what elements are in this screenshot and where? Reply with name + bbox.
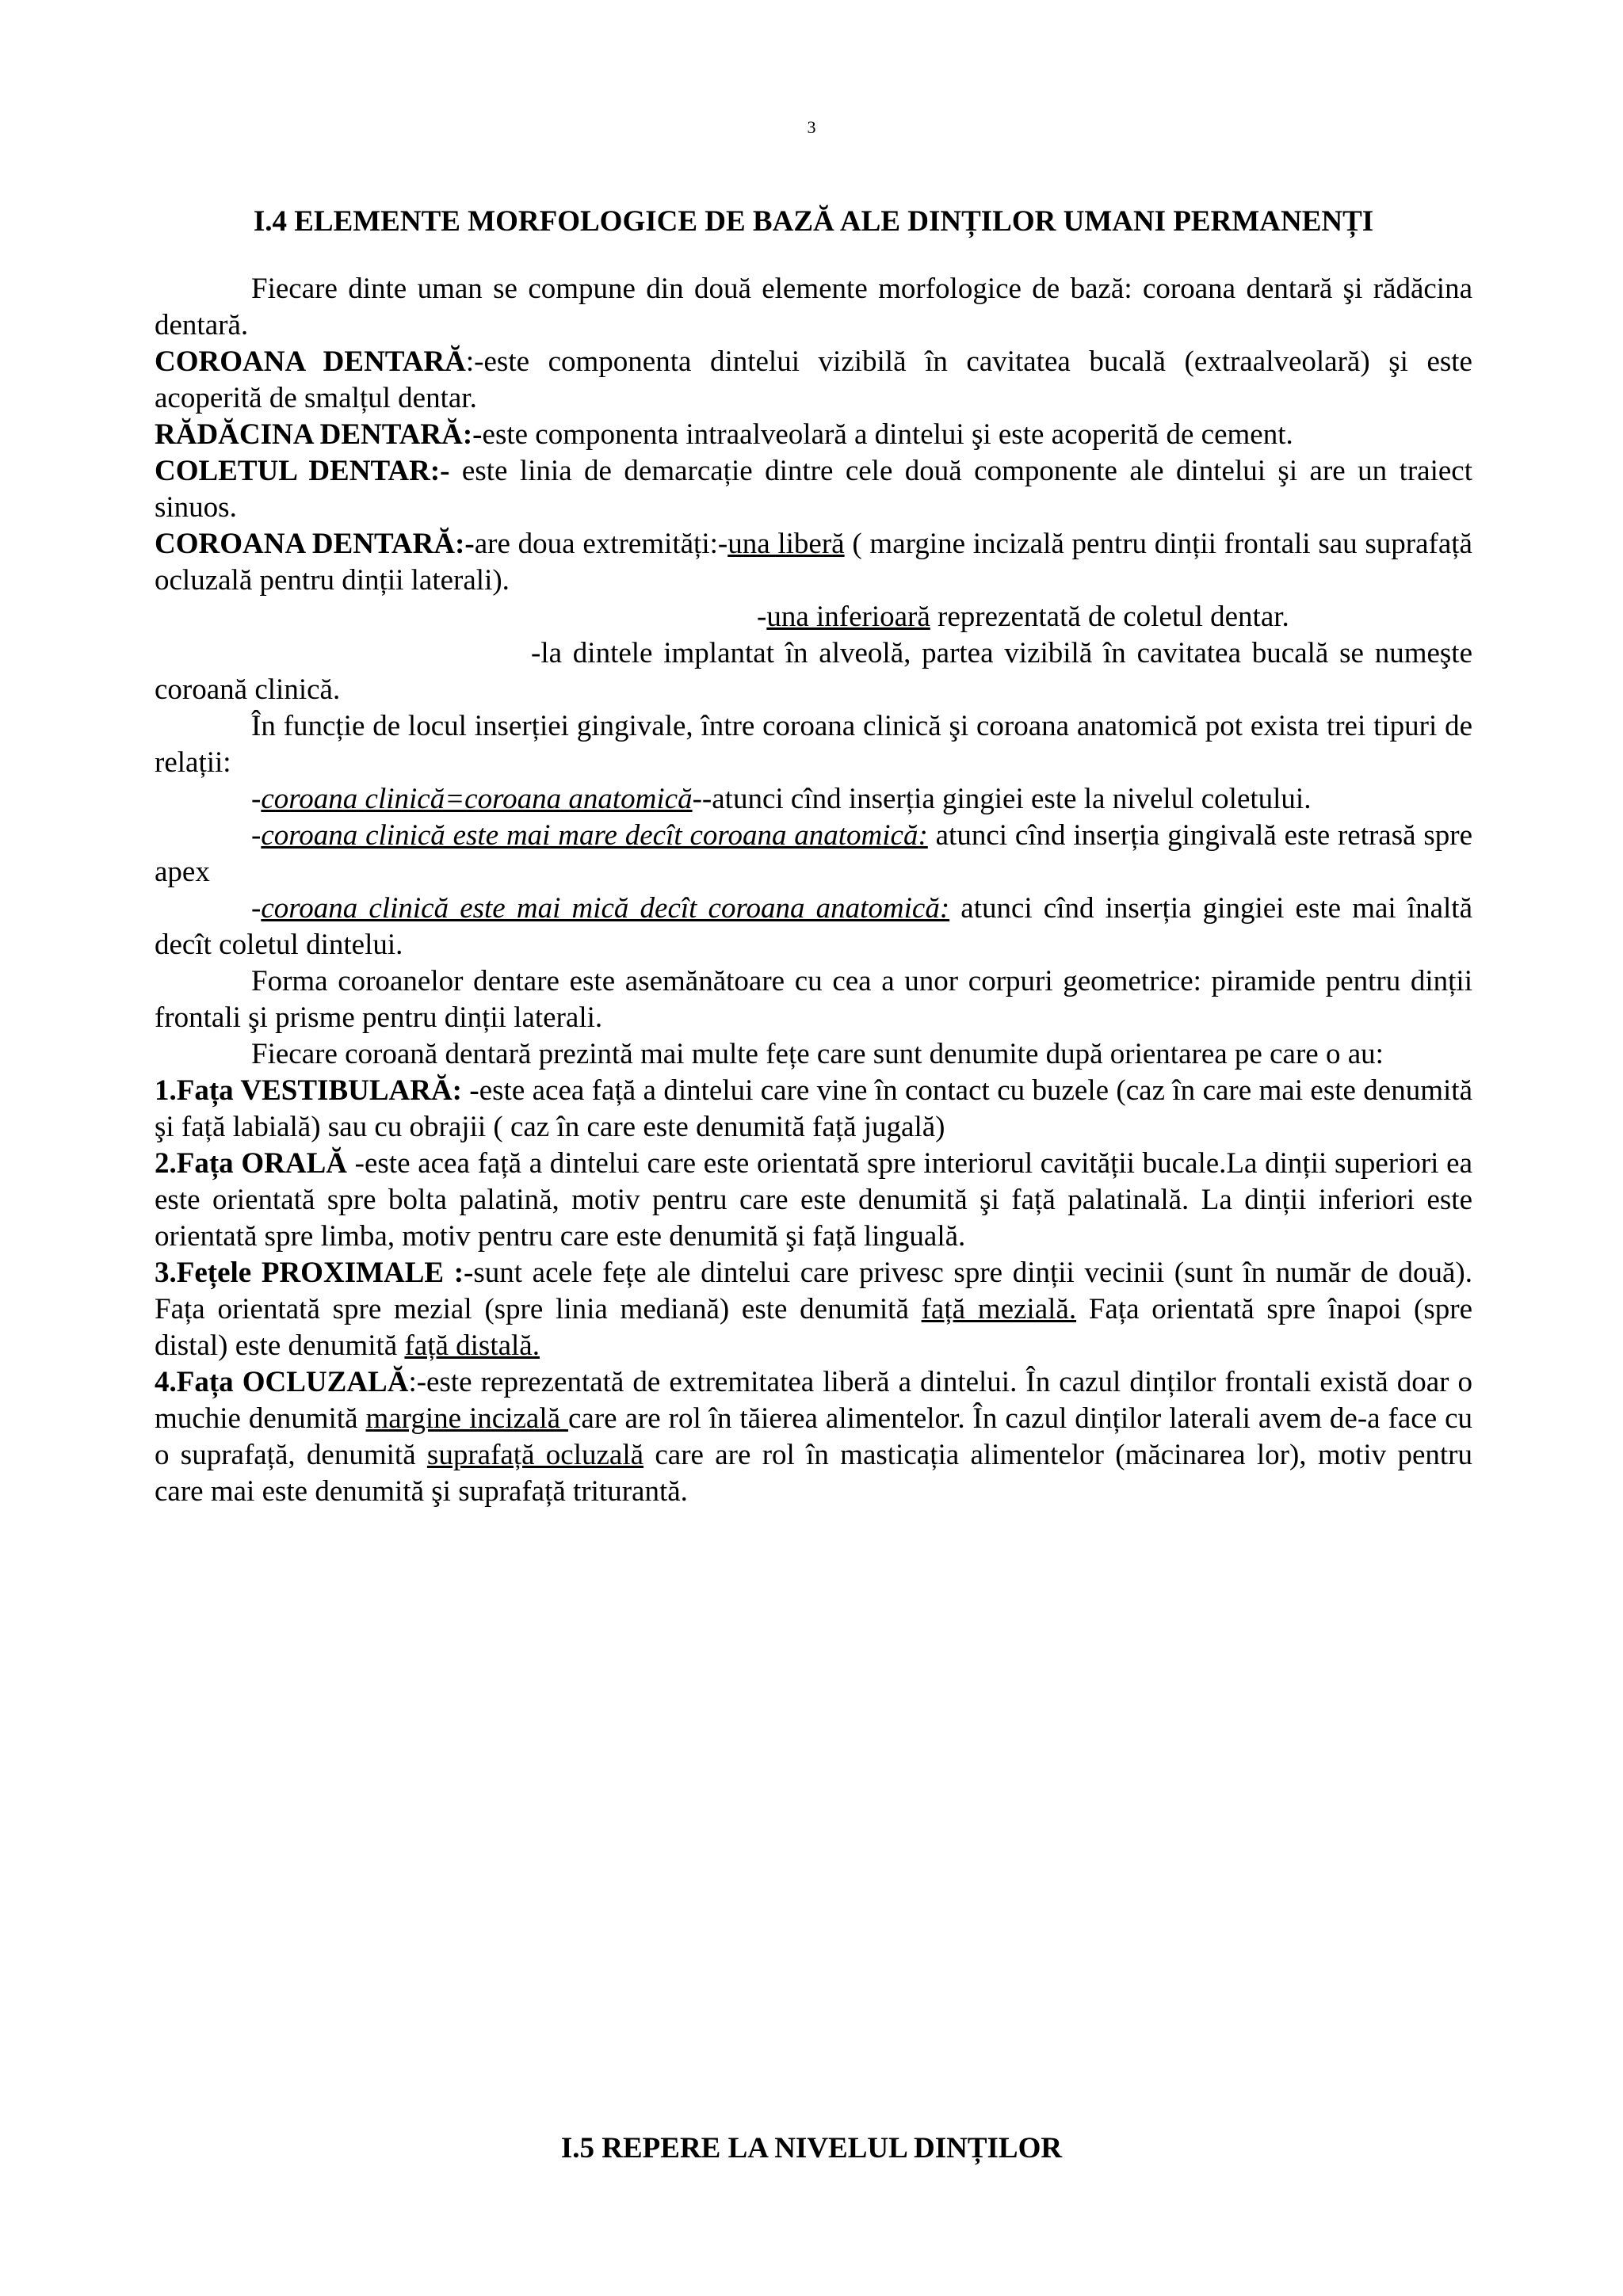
paragraph-fete: Fiecare coroană dentară prezintă mai multe fețe care sunt denumite după orientarea pe care o au: bbox=[251, 1038, 1384, 1070]
paragraph-coroana bbox=[155, 344, 1472, 417]
text-segment: Fața orientată spre înapoi (spre distal) este denumită bbox=[155, 1293, 1472, 1362]
definition-text: este linia de demarcație dintre cele două componente ale dintelui şi are un traiect sinuos. bbox=[155, 455, 1472, 524]
term-ocluzala: 4.Fața OCLUZALĂ bbox=[155, 1366, 409, 1398]
definition-text: :-este componenta dintelui vizibilă în cavitatea bucală (extraalveolară) şi este acoperită de smalțul dentar. bbox=[155, 345, 1472, 414]
underlined-term: față distală. bbox=[404, 1329, 540, 1362]
underlined-term: una inferioară bbox=[766, 601, 930, 633]
paragraph-intro: Fiecare dinte uman se compune din două elemente morfologice de bază: coroana dentară şi rădăcina dentară. bbox=[155, 273, 1472, 341]
underlined-term: margine incizală bbox=[365, 1402, 568, 1435]
term-orala: 2.Fața ORALĂ bbox=[155, 1147, 347, 1180]
relation-term: coroana clinică=coroana anatomică bbox=[261, 783, 693, 815]
definition-text: este componenta intraalveolară a dintelui şi este acoperită de cement. bbox=[482, 418, 1293, 451]
definition-text: -este acea față a dintelui care este orientată spre interiorul cavității bucale.La dinții superiori ea este orientată spre bolta palatină, motiv pentru care este denumită şi față palatinală. La dinții inferiori este orientată spre limba, motiv pentru care este denumită şi față linguală. bbox=[155, 1147, 1472, 1253]
text-segment: reprezentată de coletul dentar. bbox=[930, 601, 1289, 633]
text-segment: :-este reprezentată de extremitatea liberă a dintelui. În cazul dinților frontali există doar o muchie denumită bbox=[155, 1366, 1472, 1435]
text-segment: ( margine incizală pentru dinții frontali sau suprafață ocluzală pentru dinții laterali). bbox=[155, 528, 1472, 597]
text-segment: atunci cînd inserția gingivală este retrasă spre apex bbox=[155, 819, 1473, 888]
dash: - bbox=[251, 819, 262, 852]
text-segment: care are rol în masticația alimentelor (măcinarea lor), motiv pentru care mai este denumită şi suprafață triturantă. bbox=[155, 1439, 1472, 1508]
paragraph-fata-orala bbox=[155, 1146, 1472, 1255]
text-segment: - bbox=[757, 601, 767, 633]
underlined-term: față mezială. bbox=[921, 1293, 1077, 1325]
dash: - bbox=[251, 783, 262, 815]
relation-2 bbox=[155, 818, 1472, 891]
paragraph-forma: Forma coroanelor dentare este asemănătoare cu cea a unor corpuri geometrice: piramide pentru dinții frontali şi prisme pentru dinții laterali. bbox=[155, 965, 1472, 1034]
term-vestibulara: 1.Fața VESTIBULARĂ: - bbox=[155, 1074, 479, 1107]
text-segment: are doua extremități:- bbox=[474, 528, 728, 560]
term-coletul: COLETUL DENTAR:- bbox=[155, 455, 450, 487]
text-segment: sunt acele fețe ale dintelui care privesc spre dinții vecinii (sunt în număr de două). Fața orientată spre mezial (spre linia mediană) este denumită bbox=[155, 1257, 1472, 1325]
term-proximale: 3.Fețele PROXIMALE :- bbox=[155, 1257, 474, 1289]
section-title-2: I.5 REPERE LA NIVELUL DINȚILOR bbox=[560, 2132, 1063, 2164]
text-segment: atunci cînd inserția gingiei este mai înaltă decît coletul dintelui. bbox=[155, 892, 1472, 961]
text-segment: --atunci cînd inserția gingiei este la nivelul coletului. bbox=[692, 783, 1312, 815]
relation-3 bbox=[155, 891, 1472, 963]
relation-term: coroana clinică este mai mare decît coroana anatomică: bbox=[261, 819, 928, 852]
term-coroana-2: COROANA DENTARĂ:- bbox=[155, 528, 475, 560]
paragraph-inferioara bbox=[155, 599, 1472, 635]
paragraph-fete-proximale bbox=[155, 1255, 1472, 1364]
paragraph-extremitati bbox=[155, 526, 1472, 599]
page-number: 3 bbox=[807, 117, 816, 137]
underlined-term: suprafață ocluzală bbox=[426, 1439, 644, 1471]
underlined-term: una liberă bbox=[727, 528, 845, 560]
paragraph-relatii: În funcție de locul inserției gingivale, între coroana clinică şi coroana anatomică pot exista trei tipuri de relații: bbox=[155, 710, 1472, 779]
paragraph-radacina bbox=[155, 417, 1472, 453]
document-body bbox=[155, 271, 1472, 1510]
text-segment: care are rol în tăierea alimentelor. În cazul dinților laterali avem de-a face cu o suprafață, denumită bbox=[155, 1402, 1472, 1471]
paragraph-coletul bbox=[155, 453, 1472, 526]
definition-text: este acea față a dintelui care vine în contact cu buzele (caz în care mai este denumită şi față labială) sau cu obrajii ( caz în care este denumită față jugală) bbox=[155, 1074, 1472, 1143]
paragraph-fata-ocluzala bbox=[155, 1364, 1472, 1510]
term-radacina: RĂDĂCINA DENTARĂ:- bbox=[155, 418, 483, 451]
relation-term: coroana clinică este mai mică decît coroana anatomică: bbox=[261, 892, 950, 925]
term-coroana: COROANA DENTARĂ bbox=[155, 345, 466, 378]
section-title: I.4 ELEMENTE MORFOLOGICE DE BAZĂ ALE DINȚILOR UMANI PERMANENȚI bbox=[253, 205, 1374, 238]
paragraph-coroana-clinica: -la dintele implantat în alveolă, partea vizibilă în cavitatea bucală se numeşte coroană clinică. bbox=[155, 637, 1472, 706]
paragraph-fata-vestibulara bbox=[155, 1073, 1472, 1146]
relation-1 bbox=[155, 781, 1472, 818]
dash: - bbox=[251, 892, 262, 925]
